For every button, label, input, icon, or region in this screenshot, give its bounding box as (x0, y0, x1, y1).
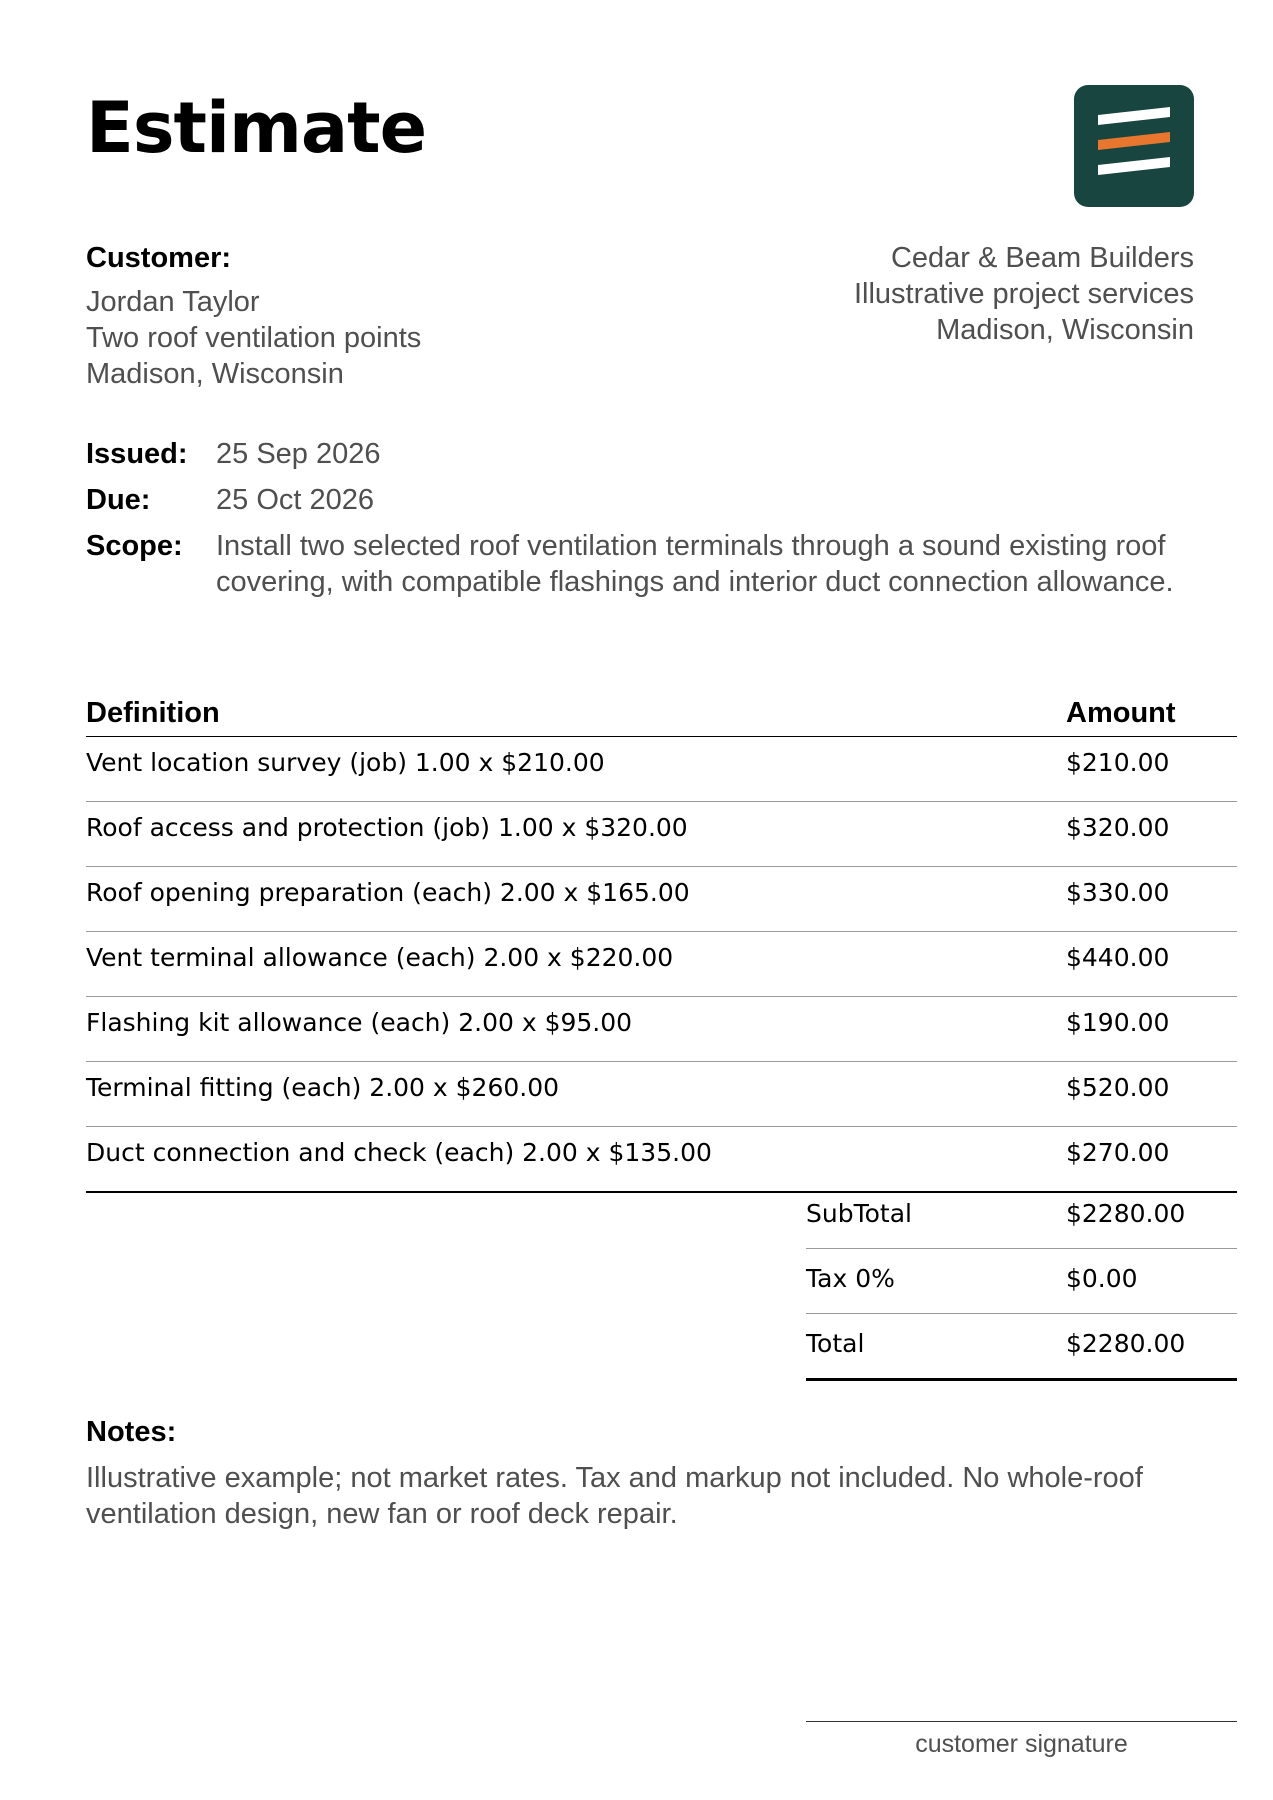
subtotal-value: $2280.00 (1066, 1198, 1186, 1228)
notes-block (86, 1414, 1246, 1532)
line-definition: Duct connection and check (each) 2.00 x $135.00 (86, 1137, 712, 1167)
company-name: Cedar & Beam Builders (890, 242, 1194, 274)
line-definition: Terminal fitting (each) 2.00 x $260.00 (86, 1072, 560, 1102)
company-block (634, 240, 1194, 348)
company-tagline: Illustrative project services (853, 278, 1194, 310)
tax-row (806, 1249, 1237, 1314)
table-row (86, 867, 1237, 932)
table-row (86, 997, 1237, 1062)
table-header (86, 690, 1237, 737)
customer-block (86, 240, 686, 392)
estimate-meta (86, 436, 1196, 600)
due-label: Due: (86, 484, 151, 516)
table-row (86, 1062, 1237, 1127)
table-row (86, 802, 1237, 867)
line-amount: $210.00 (1066, 747, 1170, 777)
customer-signature-line: customer signature (806, 1721, 1237, 1759)
company-location: Madison, Wisconsin (936, 314, 1194, 346)
totals-block (806, 1184, 1237, 1381)
amount-header: Amount (1066, 697, 1176, 729)
subtotal-label: SubTotal (806, 1198, 912, 1228)
subtotal-row (806, 1184, 1237, 1249)
notes-text: Illustrative example; not market rates. Tax and markup not included. No whole-roof ventilation design, new fan or roof deck repair. (86, 1462, 1143, 1530)
total-label: Total (806, 1328, 865, 1358)
company-logo (1074, 85, 1194, 207)
issued-label: Issued: (86, 438, 188, 470)
stacked-layers-icon (1074, 85, 1194, 207)
line-items-table (86, 690, 1237, 1193)
logo-accent-stripe (1098, 132, 1170, 150)
due-date: 25 Oct 2026 (216, 484, 374, 516)
line-definition: Roof access and protection (job) 1.00 x $320.00 (86, 812, 688, 842)
line-definition: Vent location survey (job) 1.00 x $210.00 (86, 747, 605, 777)
line-definition: Roof opening preparation (each) 2.00 x $165.00 (86, 877, 690, 907)
tax-label: Tax 0% (806, 1263, 895, 1293)
definition-header: Definition (86, 697, 220, 729)
line-definition: Vent terminal allowance (each) 2.00 x $220.00 (86, 942, 674, 972)
scope-text: Install two selected roof ventilation terminals through a sound existing roof covering, with compatible flashings and interior duct connection allowance. (216, 530, 1174, 598)
page-title: Estimate (86, 87, 427, 169)
scope-label: Scope: (86, 530, 183, 562)
total-value: $2280.00 (1066, 1328, 1186, 1358)
line-amount: $320.00 (1066, 812, 1170, 842)
line-amount: $190.00 (1066, 1007, 1170, 1037)
table-row (86, 737, 1237, 802)
line-amount: $270.00 (1066, 1137, 1170, 1167)
line-definition: Flashing kit allowance (each) 2.00 x $95.00 (86, 1007, 633, 1037)
tax-value: $0.00 (1066, 1263, 1138, 1293)
customer-name: Jordan Taylor (86, 286, 260, 318)
table-row (86, 932, 1237, 997)
customer-location: Madison, Wisconsin (86, 358, 344, 390)
notes-label: Notes: (86, 1416, 177, 1448)
line-amount: $440.00 (1066, 942, 1170, 972)
issued-date: 25 Sep 2026 (216, 438, 381, 470)
total-row (806, 1314, 1237, 1381)
line-amount: $330.00 (1066, 877, 1170, 907)
line-amount: $520.00 (1066, 1072, 1170, 1102)
customer-project: Two roof ventilation points (86, 322, 422, 354)
customer-label: Customer: (86, 242, 232, 274)
